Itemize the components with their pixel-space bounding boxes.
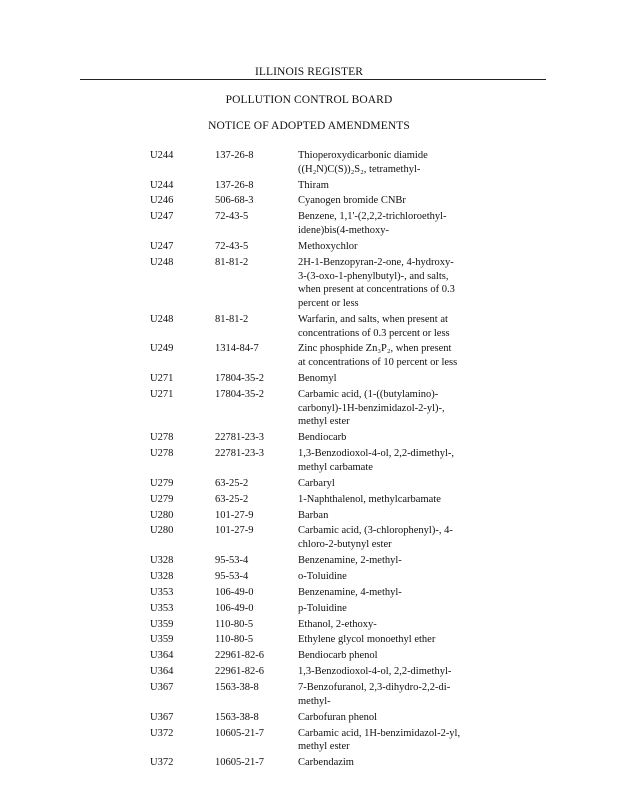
table-row (0, 256, 618, 313)
chemical-name (298, 681, 498, 708)
chemical-name (298, 313, 498, 340)
chemical-name-line: 1,3-Benzodioxol-4-ol, 2,2-dimethyl-, (298, 448, 455, 460)
cas-number: 81-81-2 (215, 313, 249, 325)
chemical-name-line: Cyanogen bromide CNBr (298, 195, 406, 207)
cas-number: 72-43-5 (215, 211, 249, 223)
chemical-name-line: 7-Benzofuranol, 2,3-dihydro-2,2-di- (298, 682, 451, 694)
waste-code: U278 (150, 432, 174, 444)
cas-number: 17804-35-2 (215, 373, 264, 385)
table-row (0, 493, 618, 509)
chemical-name (298, 194, 498, 208)
chemical-name-line: Bendiocarb phenol (298, 650, 378, 662)
chemical-name-line: 1-Naphthalenol, methylcarbamate (298, 493, 441, 505)
chemical-name (298, 586, 498, 600)
cas-number: 95-53-4 (215, 554, 249, 566)
waste-code: U280 (150, 509, 174, 521)
chemical-name (298, 256, 498, 311)
notice-heading: NOTICE OF ADOPTED AMENDMENTS (208, 120, 410, 132)
cas-number: 101-27-9 (215, 509, 254, 521)
table-row (0, 570, 618, 586)
cas-number: 1563-38-8 (215, 682, 259, 694)
chemical-name-line: o-Toluidine (298, 570, 347, 582)
table-row (0, 509, 618, 525)
chemical-name-line: p-Toluidine (298, 602, 347, 614)
board-name: POLLUTION CONTROL BOARD (225, 94, 393, 106)
cas-number: 101-27-9 (215, 525, 254, 537)
chemical-name-line: percent or less (298, 297, 359, 309)
cas-number: 22781-23-3 (215, 448, 264, 460)
cas-number: 137-26-8 (215, 150, 254, 161)
table-row (0, 179, 618, 195)
chemical-name (298, 431, 498, 445)
table-row (0, 149, 618, 179)
table-row (0, 342, 618, 372)
chemical-name (298, 618, 498, 632)
table-row (0, 431, 618, 447)
waste-code: U247 (150, 240, 174, 252)
chemical-name-line: carbonyl)-1H-benzimidazol-2-yl)-, (298, 402, 445, 414)
chemical-name-line: Benzenamine, 4-methyl- (298, 586, 402, 598)
chemical-name (298, 210, 498, 237)
cas-number: 81-81-2 (215, 256, 249, 268)
cas-number: 95-53-4 (215, 570, 249, 582)
table-row (0, 524, 618, 554)
chemical-name-line: Barban (298, 509, 329, 521)
waste-code: U246 (150, 195, 174, 207)
chemical-name (298, 388, 498, 429)
chemical-name-line: Carbofuran phenol (298, 711, 378, 723)
table-row (0, 210, 618, 240)
waste-code: U328 (150, 570, 174, 582)
chemical-name-line: Zinc phosphide Zn₃P₂, when present (298, 343, 452, 355)
waste-code: U359 (150, 618, 174, 630)
chemical-name-line: Carbendazim (298, 757, 354, 769)
waste-code: U280 (150, 525, 174, 537)
waste-code: U279 (150, 477, 174, 489)
chemical-name-line: chloro-2-butynyl ester (298, 539, 392, 551)
waste-code: U244 (150, 150, 174, 161)
table-row (0, 618, 618, 634)
table-row (0, 727, 618, 757)
chemical-name (298, 602, 498, 616)
cas-number: 22961-82-6 (215, 666, 264, 678)
waste-code: U244 (150, 179, 174, 191)
chemical-name-line: Benzenamine, 2-methyl- (298, 554, 402, 566)
cas-number: 63-25-2 (215, 477, 249, 489)
register-title: ILLINOIS REGISTER (0, 66, 618, 78)
cas-number: 72-43-5 (215, 240, 249, 252)
chemical-name-line: Thiram (298, 179, 329, 191)
table-row (0, 711, 618, 727)
chemical-name (298, 756, 498, 770)
waste-code: U359 (150, 634, 174, 646)
table-row (0, 313, 618, 343)
chemical-name (298, 179, 498, 193)
cas-number: 1314-84-7 (215, 343, 259, 355)
chemical-name-line: when present at concentrations of 0.3 (298, 284, 455, 296)
chemical-name-line: idene)bis(4-methoxy- (298, 225, 389, 237)
table-row (0, 388, 618, 431)
table-row (0, 447, 618, 477)
chemical-name-line: Methoxychlor (298, 240, 358, 252)
chemical-name-line: Bendiocarb (298, 432, 347, 444)
waste-code-table (0, 149, 618, 772)
waste-code: U364 (150, 666, 174, 678)
table-row (0, 477, 618, 493)
waste-code: U279 (150, 493, 174, 505)
table-row (0, 372, 618, 388)
chemical-name-line: 3-(3-oxo-1-phenylbutyl)-, and salts, (298, 270, 449, 282)
waste-code: U353 (150, 586, 174, 598)
chemical-name-line: Benzene, 1,1'-(2,2,2-trichloroethyl- (298, 211, 447, 223)
chemical-name-line: Benomyl (298, 373, 337, 385)
chemical-name (298, 240, 498, 254)
waste-code: U249 (150, 343, 174, 355)
chemical-name-line: at concentrations of 10 percent or less (298, 357, 458, 369)
table-row (0, 586, 618, 602)
waste-code: U271 (150, 373, 174, 385)
chemical-name (298, 493, 498, 507)
chemical-name (298, 524, 498, 551)
chemical-name (298, 372, 498, 386)
waste-code: U247 (150, 211, 174, 223)
waste-code: U372 (150, 757, 174, 769)
table-row (0, 681, 618, 711)
chemical-name-line: methyl ester (298, 416, 350, 428)
cas-number: 106-49-0 (215, 586, 254, 598)
waste-code: U364 (150, 650, 174, 662)
chemical-name-line: Carbaryl (298, 477, 335, 489)
chemical-name (298, 554, 498, 568)
chemical-name-line: methyl carbamate (298, 461, 373, 473)
header-rule (80, 79, 546, 80)
cas-number: 137-26-8 (215, 179, 254, 191)
chemical-name-line: Carbamic acid, 1H-benzimidazol-2-yl, (298, 727, 461, 739)
chemical-name (298, 447, 498, 474)
chemical-name (298, 665, 498, 679)
chemical-name-line: Ethylene glycol monoethyl ether (298, 634, 436, 646)
table-row (0, 756, 618, 772)
table-row (0, 649, 618, 665)
table-row (0, 240, 618, 256)
chemical-name-line: Thioperoxydicarbonic diamide (298, 150, 428, 161)
chemical-name-line: ((H₂N)C(S))₂S₂, tetramethyl- (298, 163, 421, 175)
waste-code: U271 (150, 388, 174, 400)
chemical-name (298, 509, 498, 523)
waste-code: U367 (150, 682, 174, 694)
chemical-name-line: 1,3-Benzodioxol-4-ol, 2,2-dimethyl- (298, 666, 452, 678)
cas-number: 106-49-0 (215, 602, 254, 614)
chemical-name-line: Ethanol, 2-ethoxy- (298, 618, 377, 630)
waste-code: U248 (150, 313, 174, 325)
chemical-name-line: methyl ester (298, 741, 350, 753)
chemical-name (298, 633, 498, 647)
cas-number: 110-80-5 (215, 634, 254, 646)
cas-number: 22961-82-6 (215, 650, 264, 662)
chemical-name (298, 649, 498, 663)
chemical-name (298, 570, 498, 584)
chemical-name (298, 727, 498, 754)
waste-code: U372 (150, 727, 174, 739)
cas-number: 10605-21-7 (215, 757, 264, 769)
waste-code: U328 (150, 554, 174, 566)
table-row (0, 194, 618, 210)
cas-number: 506-68-3 (215, 195, 254, 207)
cas-number: 17804-35-2 (215, 388, 264, 400)
chemical-name-line: 2H-1-Benzopyran-2-one, 4-hydroxy- (298, 256, 454, 268)
chemical-name-line: Warfarin, and salts, when present at (298, 313, 448, 325)
chemical-name-line: Carbamic acid, (3-chlorophenyl)-, 4- (298, 525, 453, 537)
chemical-name (298, 477, 498, 491)
table-row (0, 665, 618, 681)
chemical-name-line: concentrations of 0.3 percent or less (298, 327, 450, 339)
cas-number: 10605-21-7 (215, 727, 264, 739)
waste-code: U367 (150, 711, 174, 723)
cas-number: 110-80-5 (215, 618, 254, 630)
waste-code: U353 (150, 602, 174, 614)
chemical-name-line: Carbamic acid, (1-((butylamino)- (298, 388, 439, 400)
waste-code: U278 (150, 448, 174, 460)
chemical-name-line: methyl- (298, 695, 331, 707)
chemical-name (298, 149, 498, 176)
cas-number: 63-25-2 (215, 493, 249, 505)
chemical-name (298, 342, 498, 369)
waste-code: U248 (150, 256, 174, 268)
cas-number: 1563-38-8 (215, 711, 259, 723)
table-row (0, 602, 618, 618)
table-row (0, 554, 618, 570)
cas-number: 22781-23-3 (215, 432, 264, 444)
table-row (0, 633, 618, 649)
chemical-name (298, 711, 498, 725)
